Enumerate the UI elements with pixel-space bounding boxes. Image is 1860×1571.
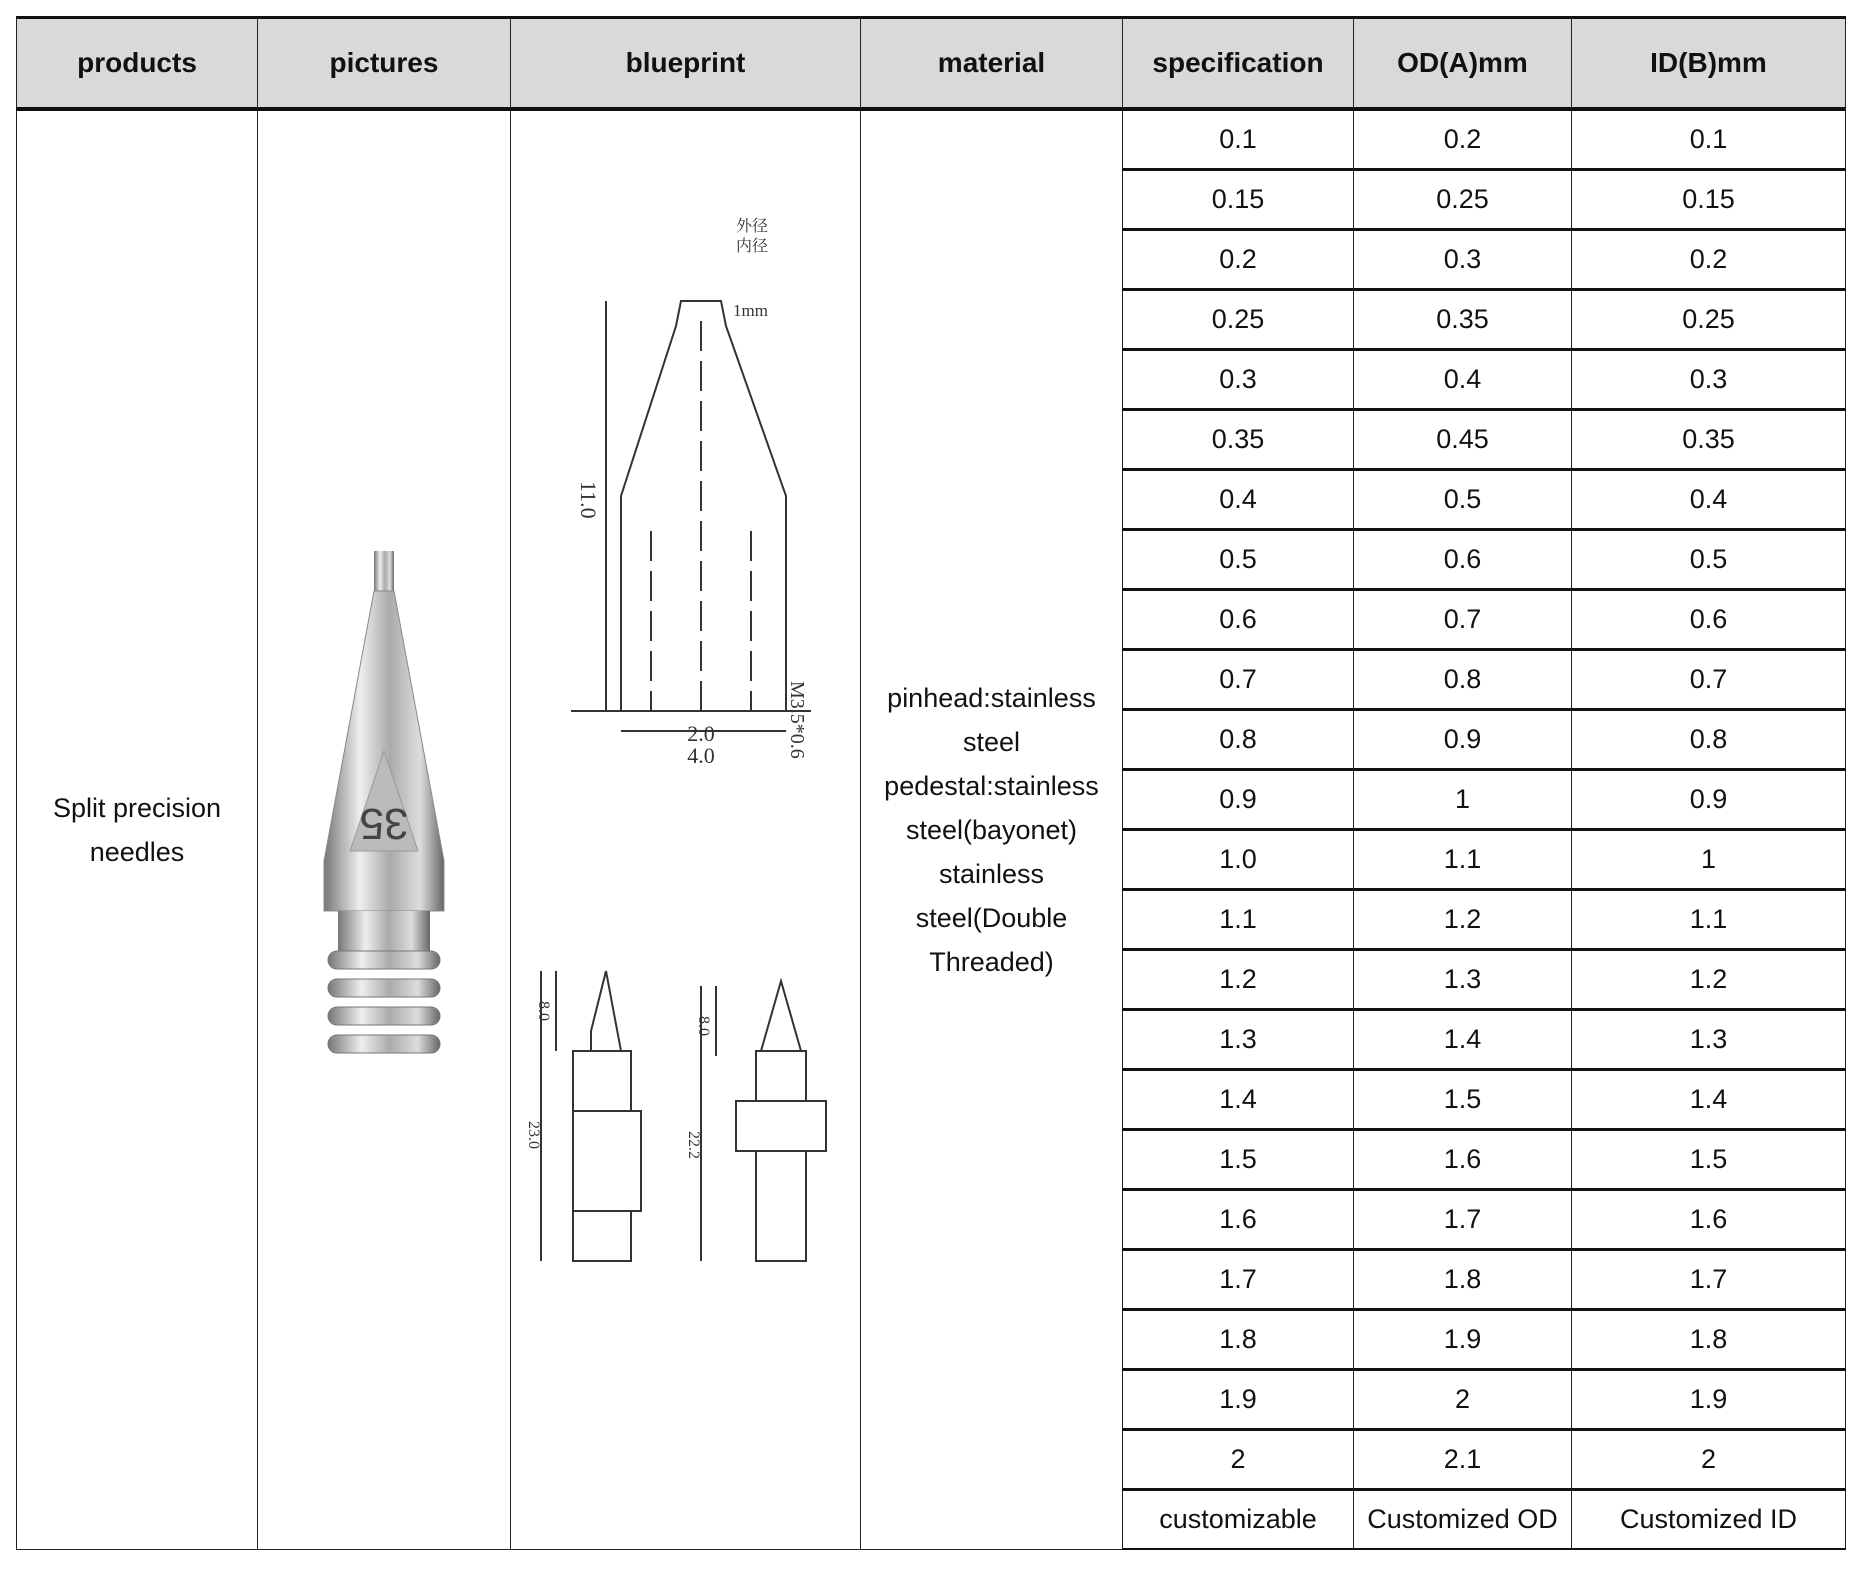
specification-cell: 1.0 [1123,830,1354,890]
specification-cell: 1.6 [1123,1190,1354,1250]
od-cell: 1.5 [1354,1070,1572,1130]
side-blueprints [525,971,826,1261]
od-cell: Customized OD [1354,1490,1572,1550]
svg-text:内径: 内径 [736,238,769,255]
od-cell: 0.7 [1354,590,1572,650]
id-cell: 1.1 [1572,890,1846,950]
product-name: Split precision needles [17,109,258,1549]
column-header: pictures [258,18,511,110]
od-cell: 0.25 [1354,170,1572,230]
id-cell: 0.4 [1572,470,1846,530]
id-cell: Customized ID [1572,1490,1846,1550]
specification-cell: 0.4 [1123,470,1354,530]
column-header: ID(B)mm [1572,18,1846,110]
id-cell: 0.7 [1572,650,1846,710]
id-cell: 0.5 [1572,530,1846,590]
id-cell: 1.8 [1572,1310,1846,1370]
id-cell: 0.6 [1572,590,1846,650]
svg-text:外径: 外径 [736,218,769,235]
od-cell: 1.8 [1354,1250,1572,1310]
specification-cell: 1.2 [1123,950,1354,1010]
id-cell: 1.2 [1572,950,1846,1010]
svg-text:11.0: 11.0 [576,481,601,519]
od-cell: 0.4 [1354,350,1572,410]
id-cell: 1.3 [1572,1010,1846,1070]
od-cell: 0.8 [1354,650,1572,710]
svg-text:4.0: 4.0 [687,743,715,768]
od-cell: 2 [1354,1370,1572,1430]
id-cell: 0.2 [1572,230,1846,290]
od-cell: 1.3 [1354,950,1572,1010]
specification-cell: 0.7 [1123,650,1354,710]
od-cell: 1.9 [1354,1310,1572,1370]
specification-cell: 1.9 [1123,1370,1354,1430]
specification-cell: 0.5 [1123,530,1354,590]
specification-cell: 1.8 [1123,1310,1354,1370]
id-cell: 1.7 [1572,1250,1846,1310]
od-cell: 0.2 [1354,109,1572,170]
specification-cell: 0.2 [1123,230,1354,290]
od-cell: 1.1 [1354,830,1572,890]
id-cell: 0.9 [1572,770,1846,830]
column-header: OD(A)mm [1354,18,1572,110]
svg-text:35: 35 [359,799,409,848]
main-blueprint [571,217,811,768]
id-cell: 1.6 [1572,1190,1846,1250]
column-header: products [17,18,258,110]
id-cell: 0.35 [1572,410,1846,470]
column-header: material [861,18,1123,110]
id-cell: 1.4 [1572,1070,1846,1130]
od-cell: 0.9 [1354,710,1572,770]
od-cell: 0.6 [1354,530,1572,590]
od-cell: 2.1 [1354,1430,1572,1490]
id-cell: 0.8 [1572,710,1846,770]
svg-text:1mm: 1mm [733,301,768,320]
needle-photo [258,111,511,1571]
od-cell: 1.6 [1354,1130,1572,1190]
product-picture [258,109,511,1549]
specification-cell: 2 [1123,1430,1354,1490]
specification-cell: 0.35 [1123,410,1354,470]
specification-cell: 1.7 [1123,1250,1354,1310]
specification-cell: 0.15 [1123,170,1354,230]
id-cell: 1.5 [1572,1130,1846,1190]
id-cell: 0.25 [1572,290,1846,350]
spec-table [16,16,1846,1550]
blueprint-drawing [511,109,861,1549]
id-cell: 0.1 [1572,109,1846,170]
id-cell: 0.15 [1572,170,1846,230]
od-cell: 0.35 [1354,290,1572,350]
material-text: pinhead:stainless steel pedestal:stainless steel(bayonet) stainless steel(Double Threaded) [861,109,1123,1549]
specification-cell: 0.1 [1123,109,1354,170]
id-cell: 0.3 [1572,350,1846,410]
id-cell: 1.9 [1572,1370,1846,1430]
table-row [17,109,1846,170]
od-cell: 0.3 [1354,230,1572,290]
specification-cell: 0.3 [1123,350,1354,410]
specification-cell: 1.3 [1123,1010,1354,1070]
svg-text:M3.5*0.6: M3.5*0.6 [786,681,808,759]
specification-cell: 0.9 [1123,770,1354,830]
column-header: specification [1123,18,1354,110]
specification-cell: 0.8 [1123,710,1354,770]
od-cell: 1.2 [1354,890,1572,950]
specification-cell: 1.5 [1123,1130,1354,1190]
od-cell: 1.7 [1354,1190,1572,1250]
specification-cell: 0.25 [1123,290,1354,350]
specification-cell: 0.6 [1123,590,1354,650]
svg-text:8.0: 8.0 [695,1016,712,1036]
specification-cell: 1.1 [1123,890,1354,950]
specification-cell: customizable [1123,1490,1354,1550]
od-cell: 0.45 [1354,410,1572,470]
svg-text:23.0: 23.0 [525,1121,542,1149]
od-cell: 1 [1354,770,1572,830]
od-cell: 1.4 [1354,1010,1572,1070]
svg-text:8.0: 8.0 [535,1001,552,1021]
svg-text:2.0: 2.0 [687,721,715,746]
od-cell: 0.5 [1354,470,1572,530]
id-cell: 2 [1572,1430,1846,1490]
column-header: blueprint [511,18,861,110]
svg-text:22.2: 22.2 [685,1131,702,1159]
specification-cell: 1.4 [1123,1070,1354,1130]
id-cell: 1 [1572,830,1846,890]
blueprint-svg [511,111,861,1571]
